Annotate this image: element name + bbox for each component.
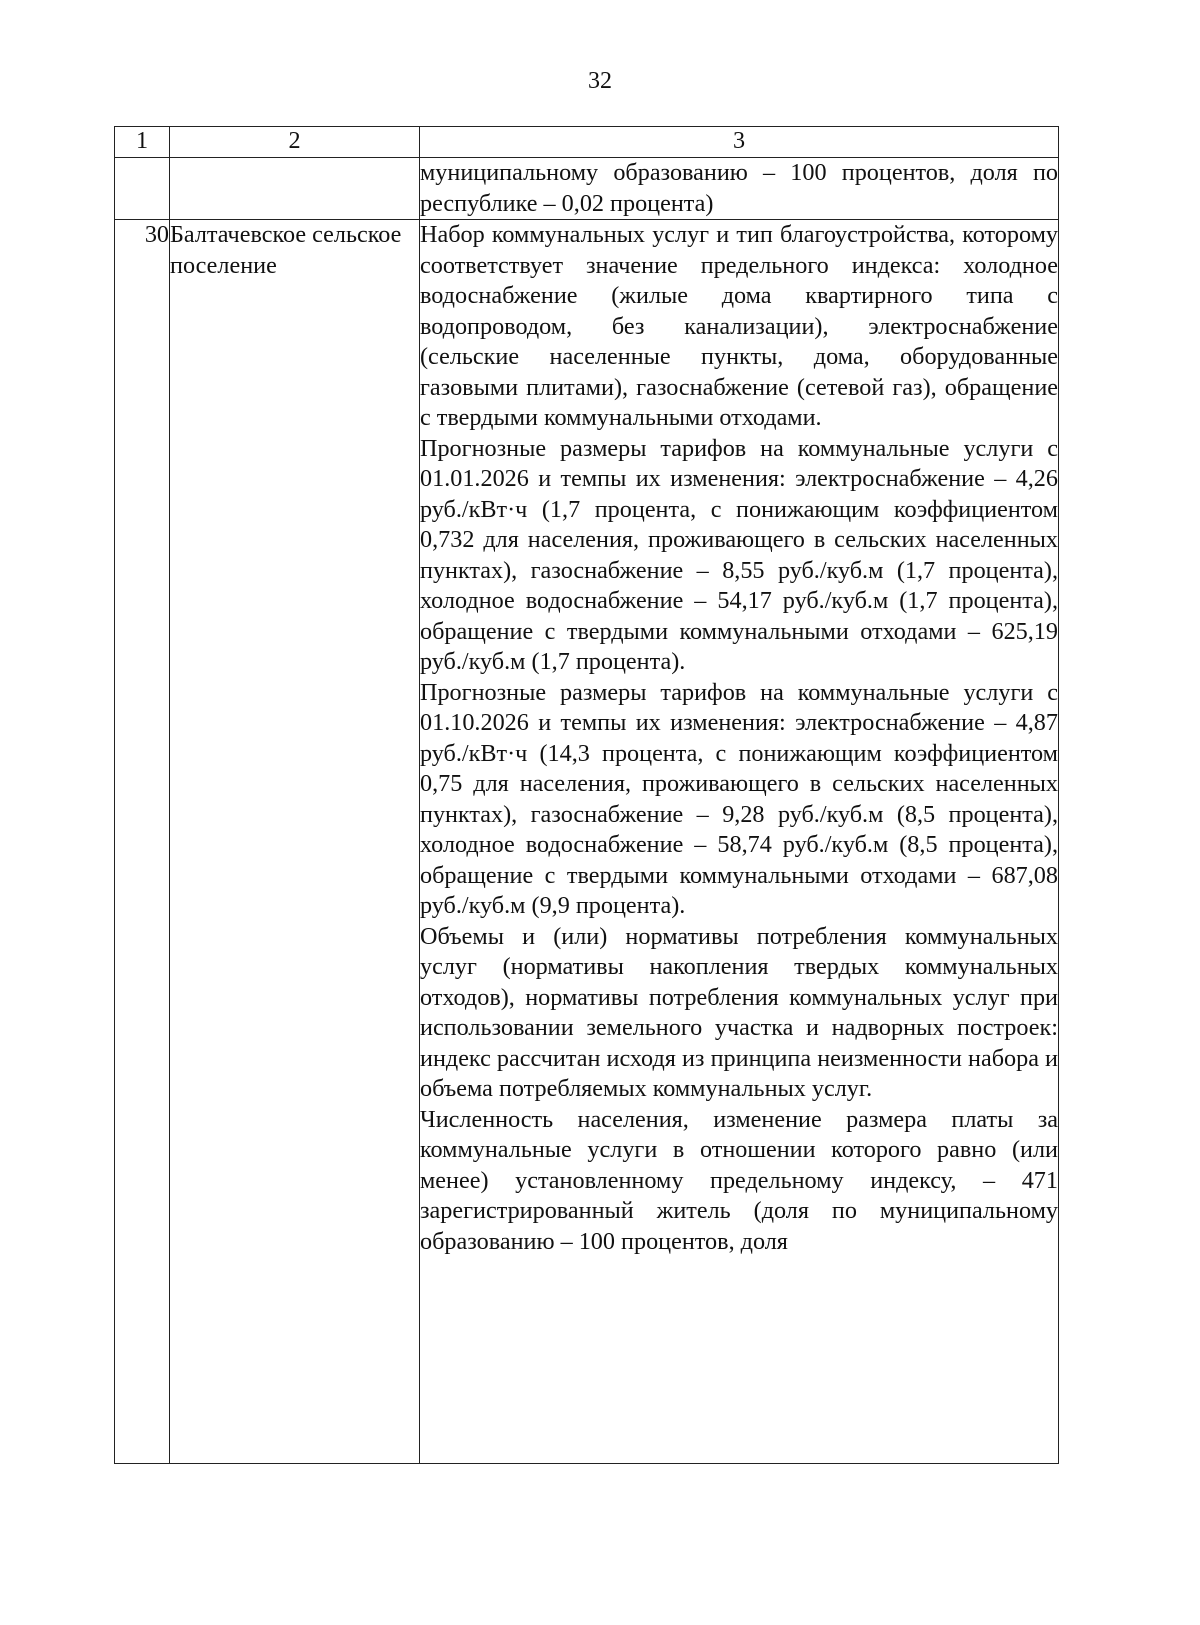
tariffs-2026-01-paragraph: Прогнозные размеры тарифов на коммунальные услуги с 01.01.2026 и темпы их изменения: электроснабжение – 4,26 руб./кВт·ч (1,7 процента, с понижающим коэффициентом 0,732 для населения, проживающего в сельских населенных пунктах), газоснабжение – 8,55 руб./куб.м (1,7 процента), холодное водоснабжение – 54,17 руб./куб.м (1,7 процента), обращение с твердыми коммунальными отходами – 625,19 руб./куб.м (1,7 процента). <box>420 434 1058 675</box>
settlement-name-cell: Балтачевское сельское поселение <box>170 220 420 1464</box>
column-header-3: 3 <box>420 127 1059 158</box>
table-row-continuation <box>115 158 1059 220</box>
tariffs-2026-10-paragraph: Прогнозные размеры тарифов на коммунальные услуги с 01.10.2026 и темпы их изменения: электроснабжение – 4,87 руб./кВт·ч (14,3 процента, с понижающим коэффициентом 0,75 для населения, проживающего в сельских населенных пунктах), газоснабжение – 9,28 руб./куб.м (8,5 процента), холодное водоснабжение – 58,74 руб./куб.м (8,5 процента), обращение с твердыми коммунальными отходами – 687,08 руб./куб.м (9,9 процента). <box>420 678 1058 919</box>
continuation-paragraph: муниципальному образованию – 100 процентов, доля по республике – 0,02 процента) <box>420 159 1058 217</box>
population-paragraph: Численность населения, изменение размера платы за коммунальные услуги в отношении которого равно (или менее) установленному предельному индексу, – 471 зарегистрированный житель (доля по муниципальному образованию – 100 процентов, доля <box>420 1105 1058 1255</box>
column-header-2: 2 <box>170 127 420 158</box>
utility-set-paragraph: Набор коммунальных услуг и тип благоустройства, которому соответствует значение предельного индекса: холодное водоснабжение (жилые дома квартирного типа с водопроводом, без канализации), электроснабжение (сельские населенные пункты, дома, оборудованные газовыми плитами), газоснабжение (сетевой газ), обращение с твердыми коммунальными отходами. <box>420 221 1058 431</box>
tariff-table <box>114 126 1059 1464</box>
row-number-cell: 30 <box>115 220 170 1464</box>
description-cell <box>420 158 1059 220</box>
description-cell <box>420 220 1059 1464</box>
settlement-name-cell <box>170 158 420 220</box>
table-row-30 <box>115 220 1059 1464</box>
row-number-cell <box>115 158 170 220</box>
column-header-1: 1 <box>115 127 170 158</box>
table-header-row <box>115 127 1059 158</box>
consumption-norms-paragraph: Объемы и (или) нормативы потребления коммунальных услуг (нормативы накопления твердых коммунальных отходов), нормативы потребления коммунальных услуг при использовании земельного участка и надворных построек: индекс рассчитан исходя из принципа неизменности набора и объема потребляемых коммунальных услуг. <box>420 922 1058 1102</box>
page-number: 32 <box>588 68 612 94</box>
